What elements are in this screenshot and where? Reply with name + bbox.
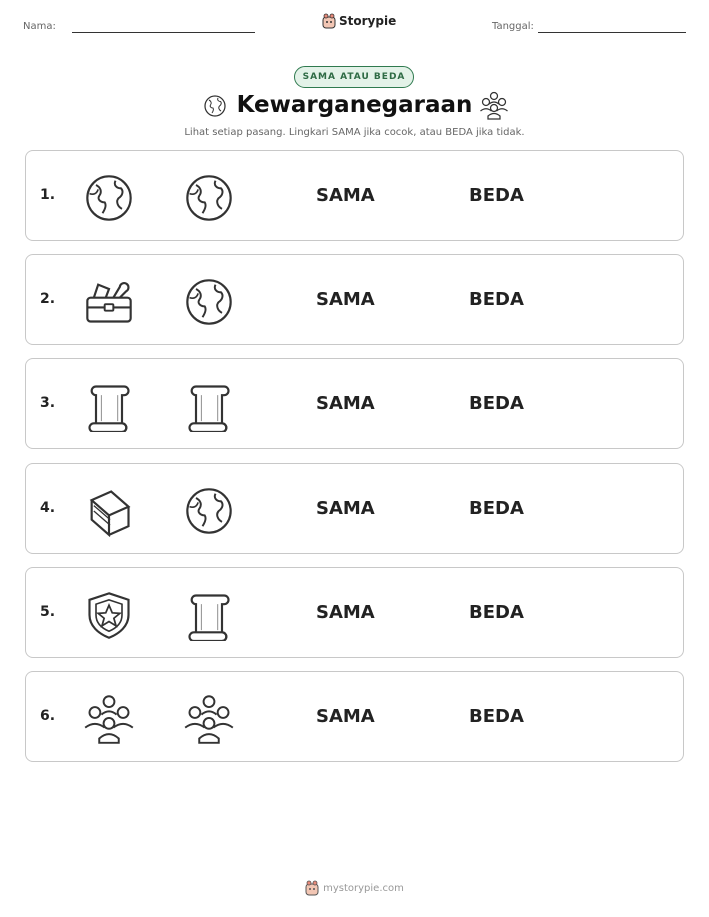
question-row	[25, 463, 684, 554]
scroll-icon	[83, 380, 135, 432]
option-beda[interactable]: BEDA	[469, 185, 524, 206]
question-number: 3.	[40, 395, 56, 411]
people-group-icon	[478, 89, 510, 121]
people-group-icon	[83, 693, 135, 745]
question-number: 1.	[40, 187, 56, 203]
storypie-logo-icon	[305, 880, 319, 896]
name-label: Nama:	[23, 21, 56, 32]
globe-icon	[83, 172, 135, 224]
question-row	[25, 671, 684, 762]
option-beda[interactable]: BEDA	[469, 498, 524, 519]
question-row	[25, 567, 684, 658]
globe-icon	[183, 172, 235, 224]
question-row	[25, 358, 684, 449]
globe-icon	[183, 485, 235, 537]
option-beda[interactable]: BEDA	[469, 393, 524, 414]
toolbox-icon	[83, 276, 135, 328]
people-group-icon	[183, 693, 235, 745]
brand-name: Storypie	[339, 14, 397, 28]
footer	[0, 880, 709, 896]
question-number: 5.	[40, 604, 56, 620]
brand	[322, 13, 396, 29]
book-icon	[83, 485, 135, 537]
option-sama[interactable]: SAMA	[316, 706, 375, 727]
page-title: Kewarganegaraan	[236, 92, 473, 118]
question-number: 2.	[40, 291, 56, 307]
option-sama[interactable]: SAMA	[316, 289, 375, 310]
question-number: 4.	[40, 500, 56, 516]
scroll-icon	[183, 380, 235, 432]
date-label: Tanggal:	[492, 21, 534, 32]
name-line	[72, 32, 255, 33]
option-sama[interactable]: SAMA	[316, 393, 375, 414]
option-sama[interactable]: SAMA	[316, 498, 375, 519]
option-beda[interactable]: BEDA	[469, 602, 524, 623]
date-line	[538, 32, 686, 33]
option-beda[interactable]: BEDA	[469, 706, 524, 727]
shield-star-icon	[83, 589, 135, 641]
question-number: 6.	[40, 708, 56, 724]
option-beda[interactable]: BEDA	[469, 289, 524, 310]
storypie-logo-icon	[322, 13, 336, 29]
instructions: Lihat setiap pasang. Lingkari SAMA jika cocok, atau BEDA jika tidak.	[184, 127, 525, 138]
footer-url: mystorypie.com	[323, 882, 404, 894]
option-sama[interactable]: SAMA	[316, 185, 375, 206]
option-sama[interactable]: SAMA	[316, 602, 375, 623]
globe-icon	[183, 276, 235, 328]
globe-icon	[203, 94, 227, 118]
question-row	[25, 254, 684, 345]
activity-badge: SAMA ATAU BEDA	[294, 66, 414, 88]
question-row	[25, 150, 684, 241]
scroll-icon	[183, 589, 235, 641]
